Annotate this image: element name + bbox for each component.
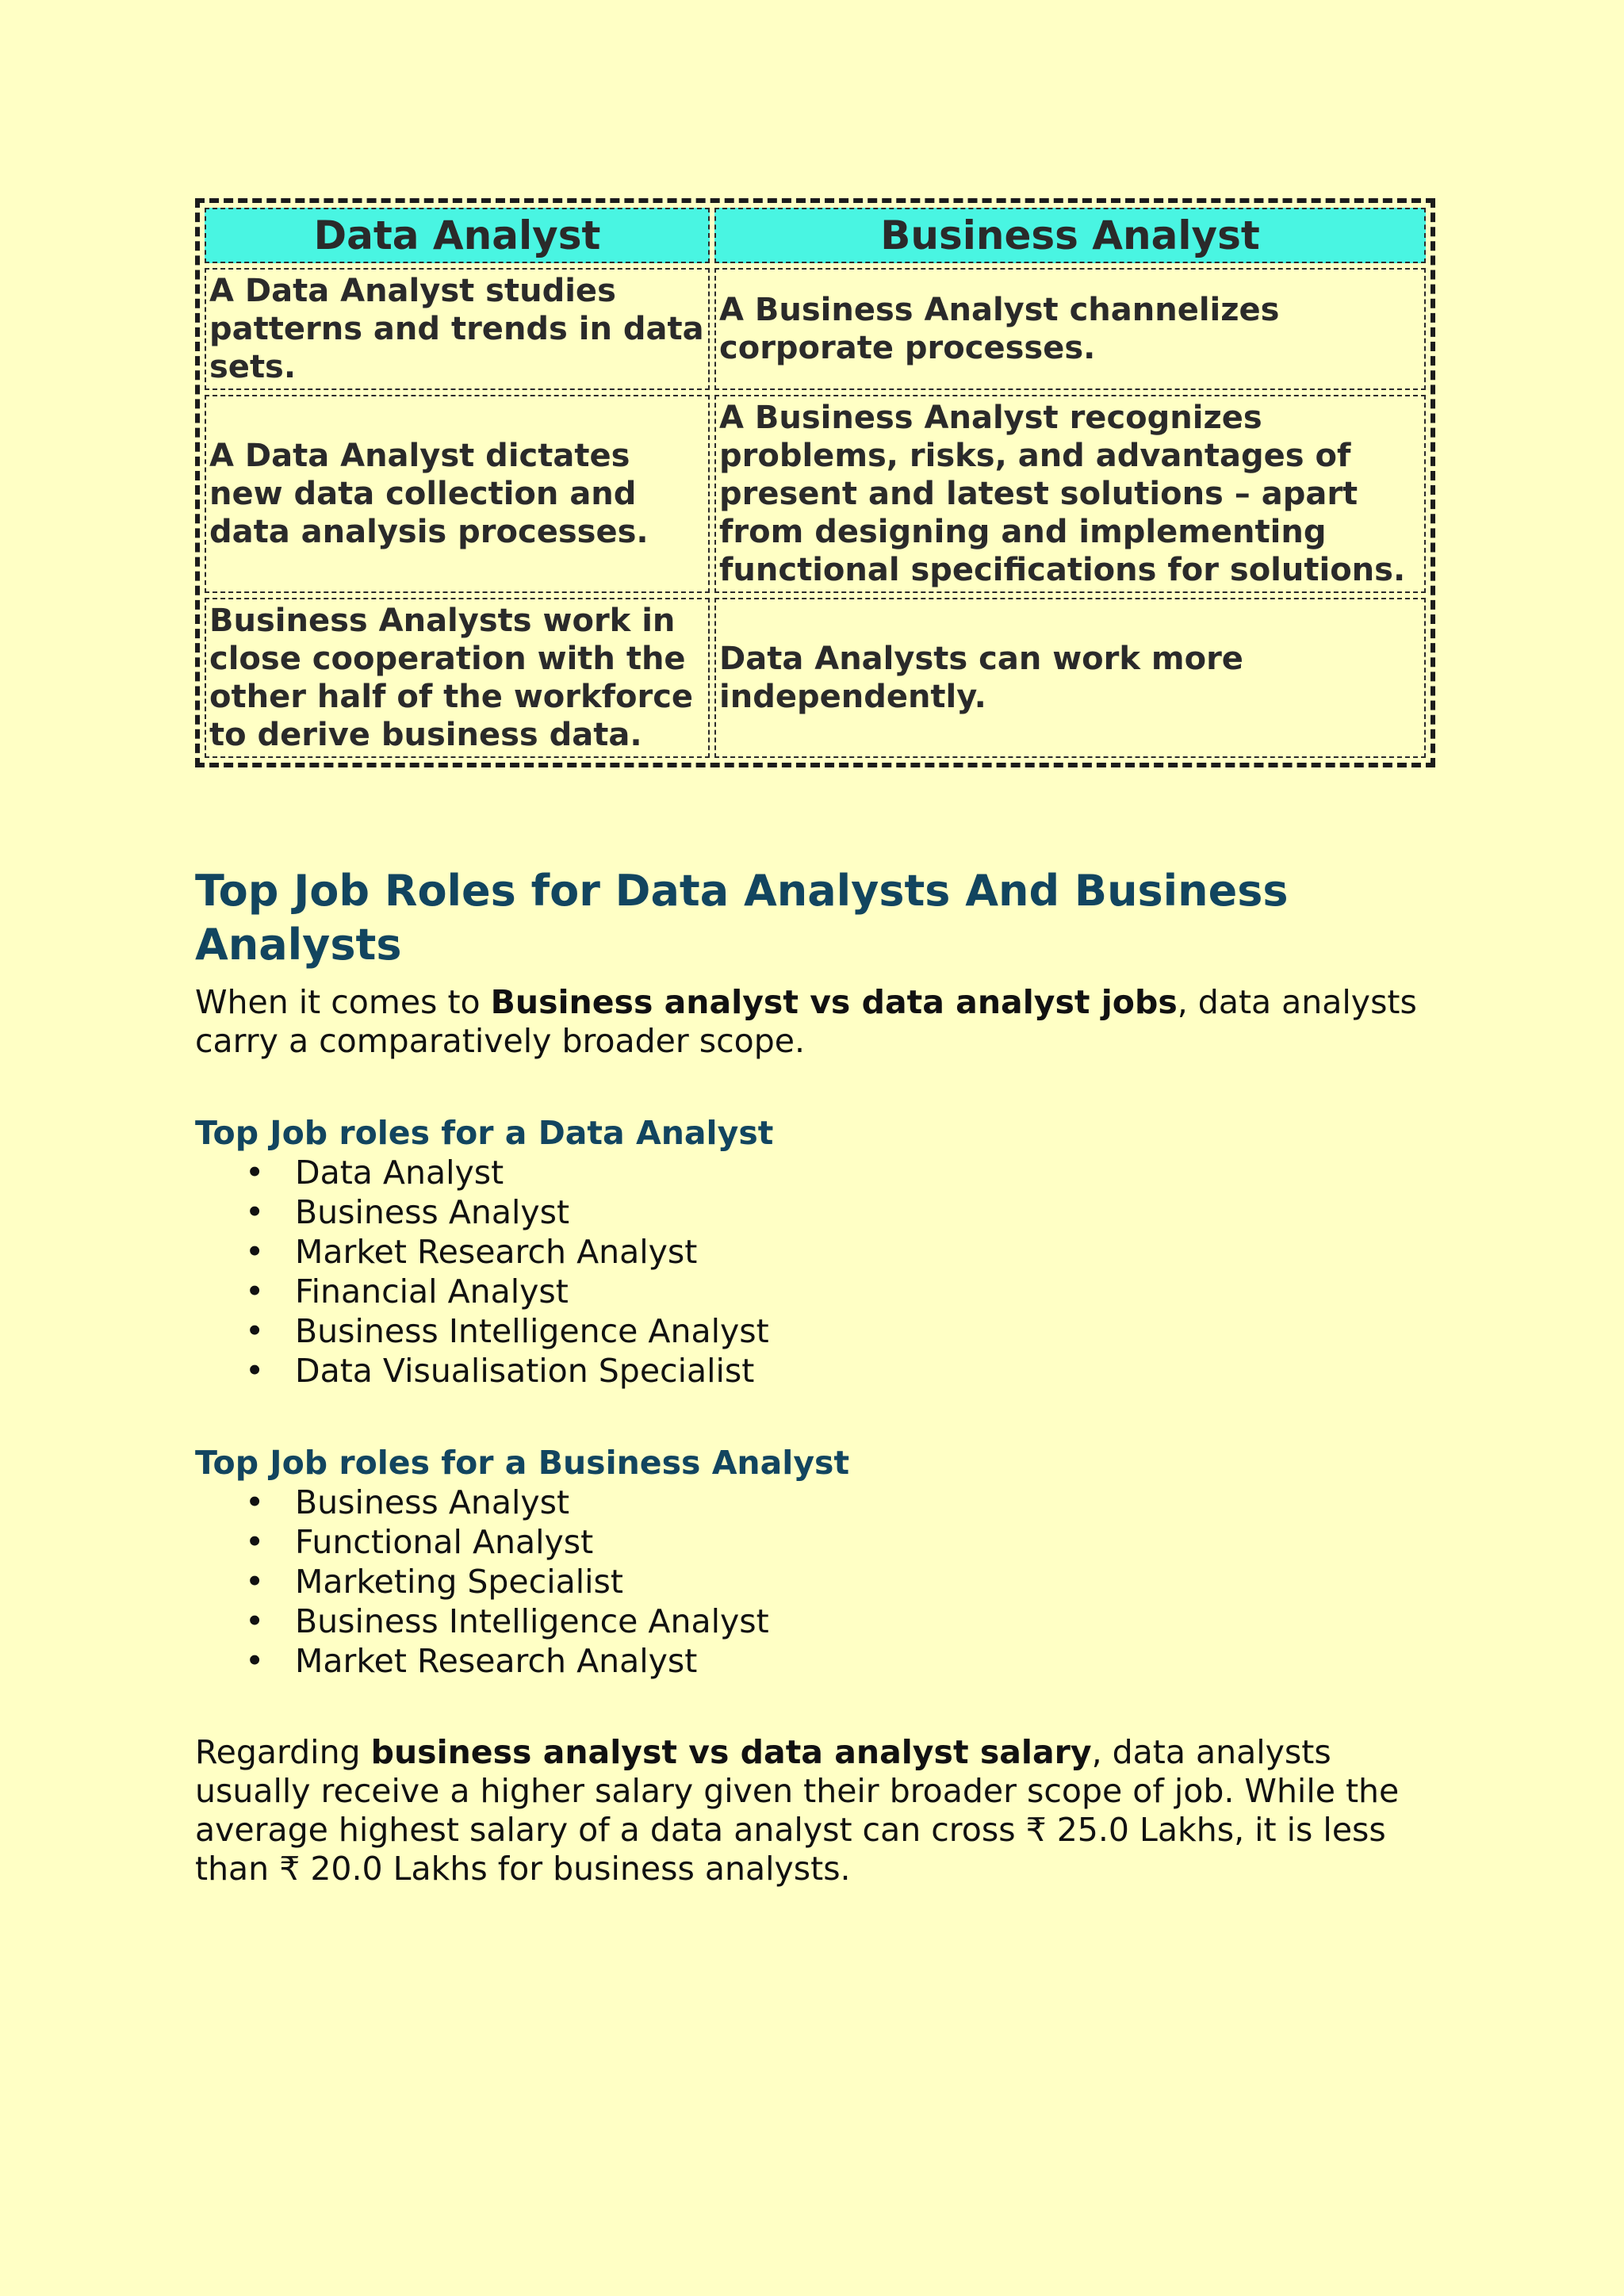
intro-text-end: , data analysts carry a comparatively broader scope. <box>195 983 1417 1060</box>
list-item-label: Functional Analyst <box>295 1523 594 1561</box>
business-analyst-roles-list <box>195 1483 1432 1681</box>
bullet-icon: • <box>245 1642 265 1680</box>
business-analyst-roles-title: Top Job roles for a Business Analyst <box>195 1444 850 1482</box>
list-item <box>195 1351 1432 1391</box>
table-row <box>205 598 1426 758</box>
list-item <box>195 1522 1432 1562</box>
list-item <box>195 1483 1432 1522</box>
list-item-label: Market Research Analyst <box>295 1642 698 1680</box>
table-row <box>205 268 1426 390</box>
salary-paragraph <box>195 1733 1432 1888</box>
list-item-label: Business Analyst <box>295 1483 570 1521</box>
bullet-icon: • <box>245 1154 265 1192</box>
list-item-label: Market Research Analyst <box>295 1233 698 1271</box>
bullet-icon: • <box>245 1523 265 1561</box>
header-business-analyst: Business Analyst <box>714 208 1426 263</box>
data-analyst-roles-title: Top Job roles for a Data Analyst <box>195 1114 774 1152</box>
table-header-row <box>205 208 1426 263</box>
bullet-icon: • <box>245 1352 265 1390</box>
salary-text-end: , data analysts usually receive a higher salary given their broader scope of job. While the average highest salary of a data analyst can cross ₹ 25.0 Lakhs, it is less than ₹ 20.0 Lakhs for business analysts. <box>195 1733 1400 1888</box>
section-title: Top Job Roles for Data Analysts And Business Analysts <box>195 866 1289 970</box>
salary-text-start: Regarding <box>195 1733 371 1771</box>
list-item <box>195 1641 1432 1681</box>
bullet-icon: • <box>245 1193 265 1231</box>
salary-bold-phrase: business analyst vs data analyst salary <box>370 1733 1092 1771</box>
table-cell: A Data Analyst studies patterns and trends in data sets. <box>205 268 710 390</box>
data-analyst-roles-list <box>195 1153 1432 1391</box>
intro-paragraph <box>195 983 1432 1061</box>
list-item <box>195 1232 1432 1272</box>
table-row <box>205 395 1426 593</box>
list-item-label: Data Analyst <box>295 1154 504 1192</box>
list-item-label: Marketing Specialist <box>295 1563 623 1601</box>
intro-text-start: When it comes to <box>195 983 491 1021</box>
table-cell: Data Analysts can work more independently. <box>714 598 1426 758</box>
table-cell: A Business Analyst recognizes problems, risks, and advantages of present and latest solutions – apart from designing and implementing functional specifications for solutions. <box>714 395 1426 593</box>
comparison-table <box>195 198 1435 767</box>
bullet-icon: • <box>245 1233 265 1271</box>
bullet-icon: • <box>245 1312 265 1350</box>
bullet-icon: • <box>245 1602 265 1640</box>
list-item-label: Business Analyst <box>295 1193 570 1231</box>
bullet-icon: • <box>245 1563 265 1601</box>
list-item <box>195 1192 1432 1232</box>
article-body <box>195 864 1432 1888</box>
list-item-label: Financial Analyst <box>295 1272 569 1311</box>
list-item <box>195 1311 1432 1351</box>
intro-bold-phrase: Business analyst vs data analyst jobs <box>490 983 1178 1021</box>
bullet-icon: • <box>245 1272 265 1311</box>
bullet-icon: • <box>245 1483 265 1521</box>
list-item <box>195 1272 1432 1311</box>
table-cell: A Business Analyst channelizes corporate processes. <box>714 268 1426 390</box>
list-item <box>195 1153 1432 1192</box>
table-cell: A Data Analyst dictates new data collection and data analysis processes. <box>205 395 710 593</box>
list-item <box>195 1601 1432 1641</box>
header-data-analyst: Data Analyst <box>205 208 710 263</box>
list-item-label: Data Visualisation Specialist <box>295 1352 755 1390</box>
list-item-label: Business Intelligence Analyst <box>295 1312 769 1350</box>
list-item <box>195 1562 1432 1601</box>
table-cell: Business Analysts work in close cooperation with the other half of the workforce to derive business data. <box>205 598 710 758</box>
list-item-label: Business Intelligence Analyst <box>295 1602 769 1640</box>
